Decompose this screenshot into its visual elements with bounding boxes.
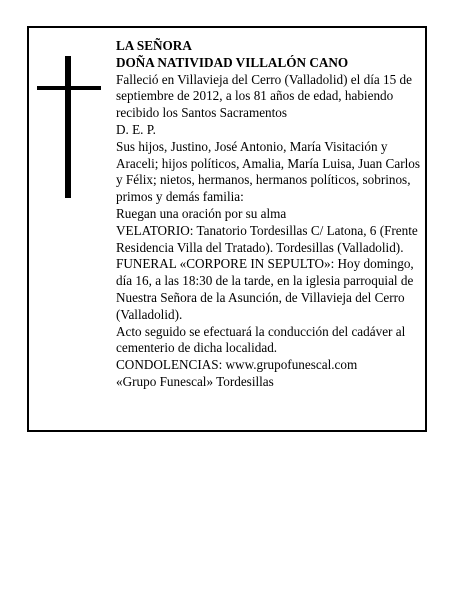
rip-line: D. E. P.: [116, 121, 156, 137]
condolences-line: CONDOLENCIAS: www.grupofunescal.com: [116, 357, 358, 373]
cross-vertical-bar: [65, 56, 71, 198]
latin-cross-icon: [37, 56, 101, 198]
notice-heading-name: DOÑA NATIVIDAD VILLALÓN CANO: [116, 54, 349, 70]
prayer-request-line: Ruegan una oración por su alma: [116, 205, 287, 221]
funeral-paragraph: FUNERAL «CORPORE IN SEPULTO»: Hoy domingo, día 16, a las 18:30 de la tarde, en la iglesia parroquial de Nuestra Señora de la Asunción, de Villavieja del Cerro (Valladolid).: [116, 256, 414, 322]
burial-paragraph: Acto seguido se efectuará la conducción del cadáver al cementerio de dicha localidad.: [116, 323, 406, 356]
notice-heading-title: LA SEÑORA: [116, 38, 192, 53]
wake-paragraph: VELATORIO: Tanatorio Tordesillas C/ Latona, 6 (Frente Residencia Villa del Tratado). Tordesillas (Valladolid).: [116, 222, 418, 255]
cross-horizontal-bar: [37, 86, 101, 90]
family-paragraph: Sus hijos, Justino, José Antonio, María Visitación y Araceli; hijos políticos, Amalia, María Luisa, Juan Carlos y Félix; nietos, hermanos, hermanos políticos, sobrinos, primos y demás familia:: [116, 138, 420, 205]
funeral-home-line: «Grupo Funescal» Tordesillas: [116, 373, 274, 389]
obituary-text: [116, 38, 422, 391]
death-details-paragraph: Falleció en Villavieja del Cerro (Valladolid) el día 15 de septiembre de 2012, a los 81 años de edad, habiendo recibido los Santos Sacramentos: [116, 71, 412, 121]
